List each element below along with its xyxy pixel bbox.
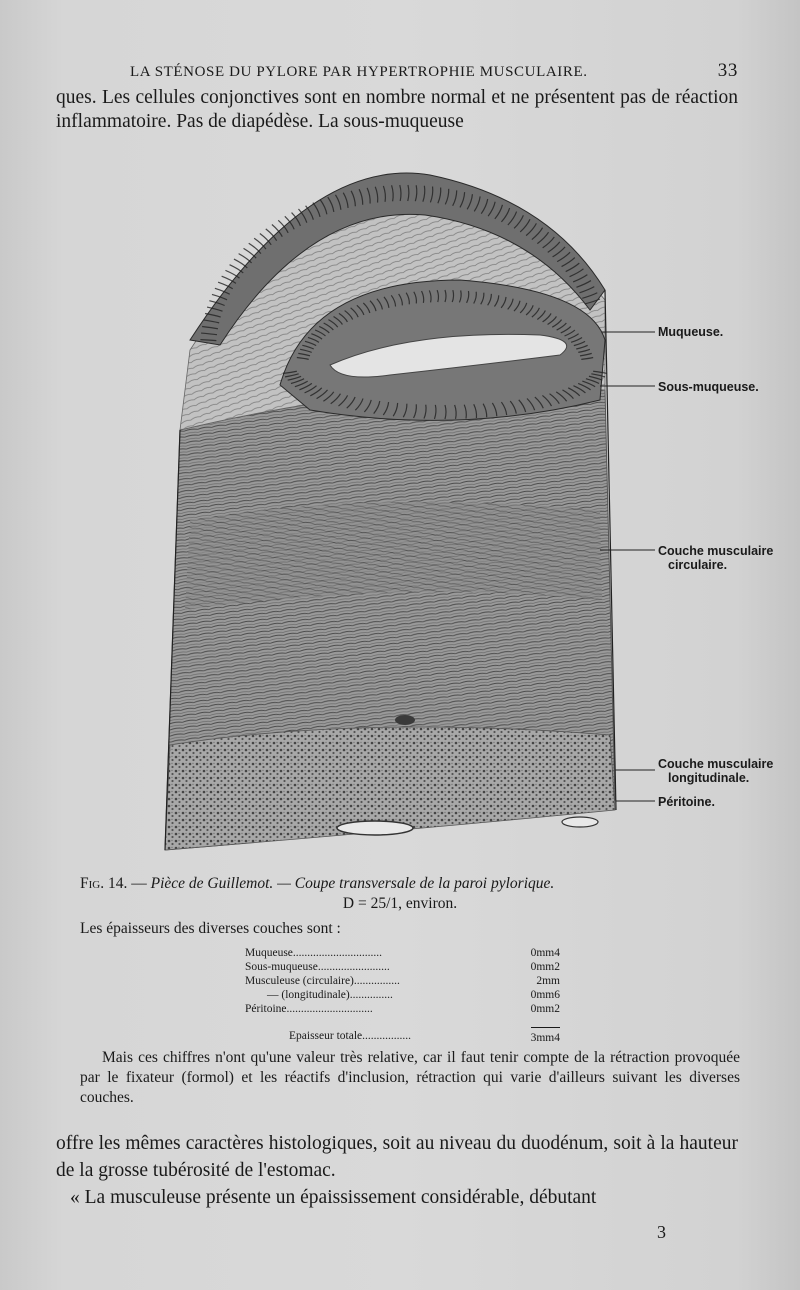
table-row-total bbox=[245, 1017, 560, 1046]
layer-value: 0mm6 bbox=[530, 989, 560, 1001]
table-row bbox=[245, 975, 560, 989]
table-row bbox=[245, 961, 560, 975]
layer-value: 0mm4 bbox=[530, 947, 560, 959]
figure-number: Fig. 14. bbox=[80, 875, 128, 892]
table-row bbox=[245, 947, 560, 961]
thickness-table bbox=[245, 947, 560, 1046]
figure-caption bbox=[80, 874, 720, 914]
body-text-bottom-2: « La musculeuse présente un épaississement considérable, débutant bbox=[70, 1187, 597, 1208]
figure-scale: D = 25/1, environ. bbox=[342, 895, 458, 912]
label-sous-muqueuse: Sous-muqueuse. bbox=[658, 380, 759, 394]
table-row bbox=[245, 989, 560, 1003]
signature-mark: 3 bbox=[657, 1222, 666, 1242]
layer-name: — (longitudinale)............... bbox=[267, 989, 393, 1001]
layer-value: 2mm bbox=[536, 975, 560, 987]
histology-figure bbox=[160, 160, 660, 860]
figure-title: Pièce de Guillemot. — Coupe transversale de la paroi pylorique. bbox=[150, 875, 555, 892]
page-number: 33 bbox=[717, 60, 738, 81]
label-longitudinal-1: Couche musculaire bbox=[658, 757, 774, 771]
running-head bbox=[130, 60, 738, 82]
body-text-bottom-1: offre les mêmes caractères histologiques, soit au niveau du duodénum, soit à la hauteur de la grosse tubérosité de l'estomac. bbox=[56, 1133, 738, 1181]
note-paragraph: Mais ces chiffres n'ont qu'une valeur très relative, car il faut tenir compte de la rétraction provoquée par le fixateur (formol) et les réactifs d'inclusion, rétraction qui varie d'ailleurs suivant les diverses couches. bbox=[80, 1049, 740, 1106]
layer-value: 0mm2 bbox=[530, 961, 560, 973]
histology-section-drawing bbox=[160, 160, 660, 860]
body-text-bottom bbox=[56, 1130, 738, 1211]
label-peritoine: Péritoine. bbox=[658, 795, 715, 809]
label-circular-2: circulaire. bbox=[668, 558, 728, 572]
layer-name: Sous-muqueuse......................... bbox=[245, 961, 390, 973]
layer-name: Péritoine.............................. bbox=[245, 1003, 373, 1015]
label-muqueuse: Muqueuse. bbox=[658, 325, 724, 339]
label-circular-1: Couche musculaire bbox=[658, 544, 774, 558]
running-head-title: LA STÉNOSE DU PYLORE PAR HYPERTROPHIE MUSCULAIRE. bbox=[130, 64, 588, 80]
thickness-intro: Les épaisseurs des diverses couches sont : bbox=[80, 920, 341, 937]
label-longitudinal-2: longitudinale. bbox=[668, 771, 750, 785]
total-value: 3mm4 bbox=[531, 1027, 560, 1045]
table-row bbox=[245, 1003, 560, 1017]
layer-name: Muqueuse............................... bbox=[245, 947, 383, 959]
layer-name: Musculeuse (circulaire)................ bbox=[245, 975, 400, 987]
body-text-top: ques. Les cellules conjonctives sont en nombre normal et ne présentent pas de réaction inflammatoire. Pas de diapédèse. La sous-muqueuse bbox=[56, 87, 738, 132]
total-label: Epaisseur totale................. bbox=[289, 1029, 412, 1042]
caption-dash: — bbox=[127, 875, 151, 892]
layer-value: 0mm2 bbox=[530, 1003, 560, 1015]
